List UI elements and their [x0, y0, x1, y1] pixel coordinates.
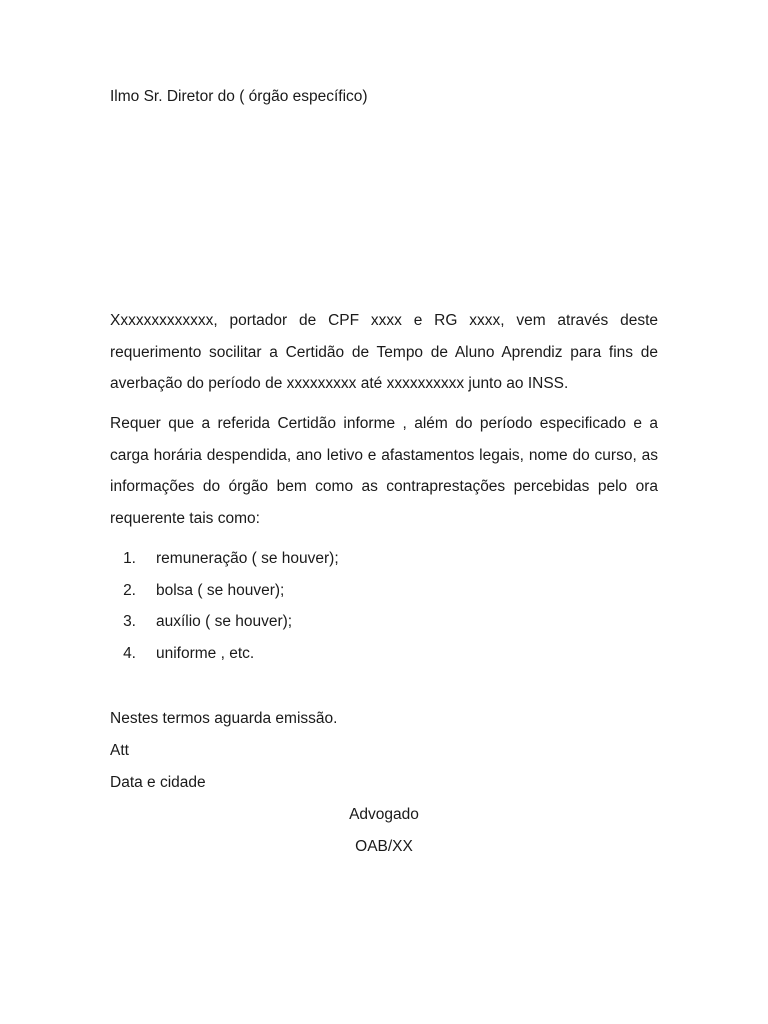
- list-item-text: remuneração ( se houver);: [156, 550, 339, 567]
- salutation: Ilmo Sr. Diretor do ( órgão específico): [110, 88, 368, 105]
- list-item-text: uniforme , etc.: [156, 644, 255, 662]
- list-item-number: 3.: [123, 613, 136, 630]
- request-paragraph: Xxxxxxxxxxxxx, portador de CPF xxxx e RG xxxx, vem através deste requerimento socilitar a Certidão de Tempo de Aluno Aprendiz para fins de averbação do período de xxxxxxxxx até xxxxxxxxxx junto ao INSS.: [110, 312, 658, 392]
- list-item-text: bolsa ( se houver);: [156, 581, 285, 599]
- signature-registration: OAB/XX: [355, 838, 413, 855]
- benefits-list: [110, 543, 339, 669]
- signature-title: Advogado: [349, 806, 419, 823]
- list-item: [110, 575, 339, 607]
- requirements-paragraph: Requer que a referida Certidão informe , além do período especificado e a carga horária despendida, ano letivo e afastamentos legais, nome do curso, as informações do órgão bem como as contraprestações percebidas pelo ora requerente tais como:: [110, 415, 658, 527]
- closing-line: Nestes termos aguarda emissão.: [110, 710, 338, 727]
- list-item-number: 1.: [123, 550, 136, 567]
- list-item-number: 4.: [123, 644, 136, 662]
- list-item-number: 2.: [123, 581, 136, 599]
- att-line: Att: [110, 742, 129, 759]
- list-item: [110, 606, 339, 638]
- list-item-text: auxílio ( se houver);: [156, 613, 293, 630]
- list-item: [110, 638, 339, 670]
- date-city-line: Data e cidade: [110, 774, 206, 791]
- list-item: [110, 543, 339, 575]
